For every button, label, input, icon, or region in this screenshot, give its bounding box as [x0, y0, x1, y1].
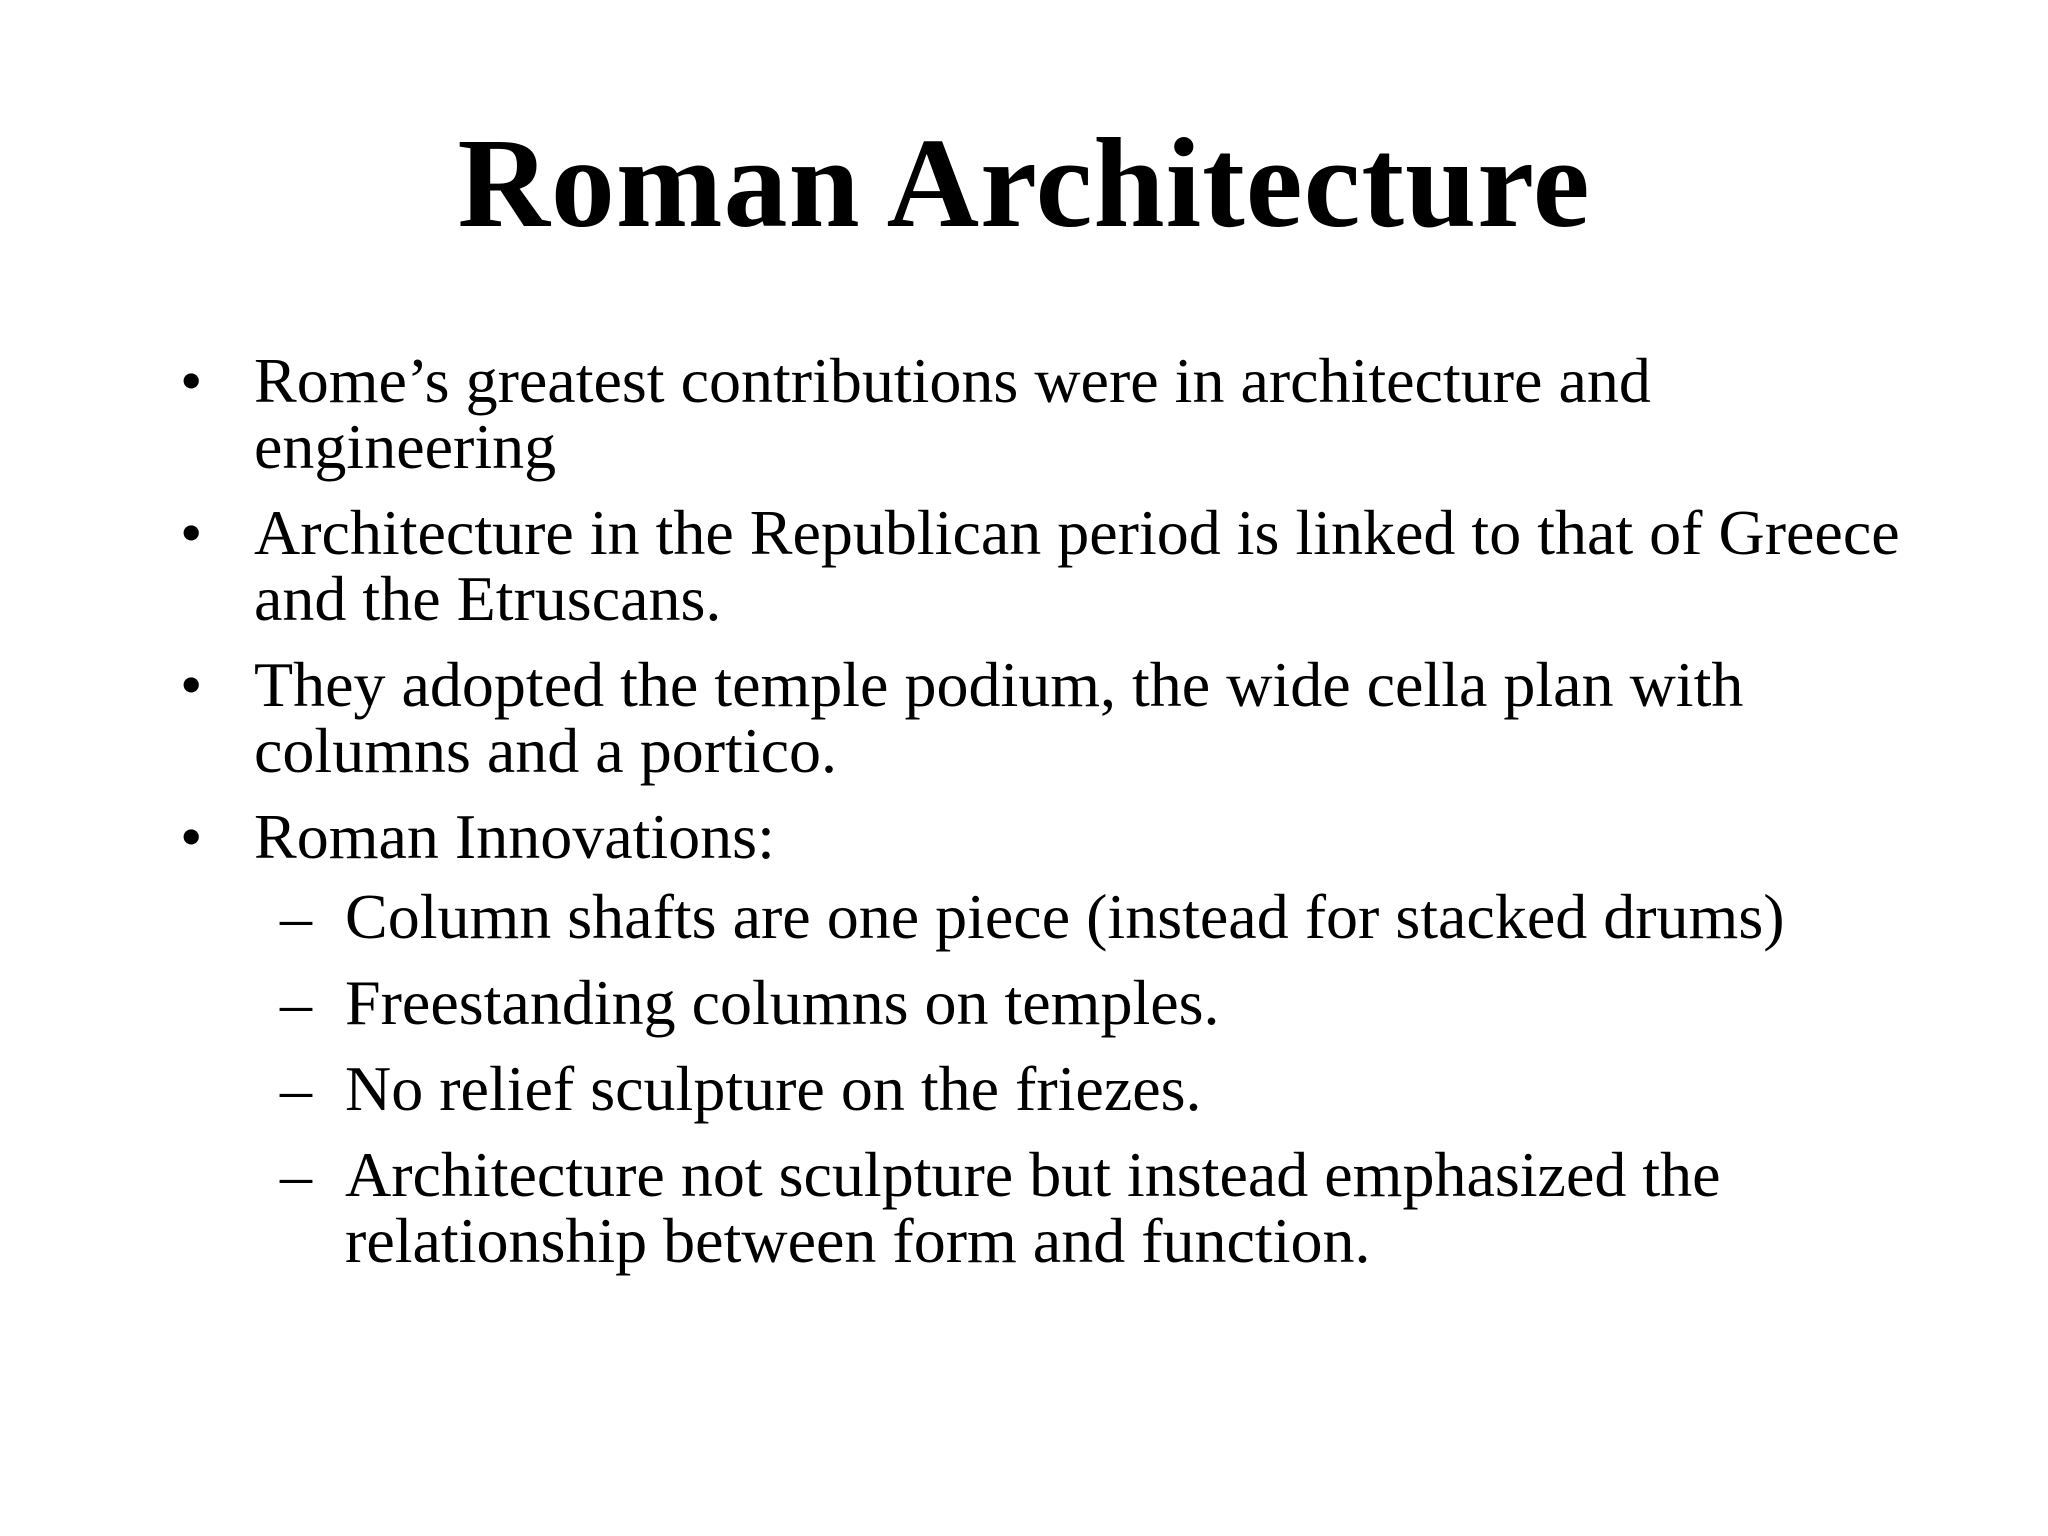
- sub-bullet-item: [0, 1053, 1925, 1124]
- sub-bullet-item: [0, 1139, 1925, 1276]
- bullet-item: [0, 497, 1904, 634]
- dash-icon: –: [280, 881, 312, 952]
- dash-icon: –: [280, 967, 312, 1038]
- bullet-dot-icon: •: [180, 497, 203, 568]
- bullet-text: Rome’s greatest contributions were in architecture and engineering: [254, 345, 1651, 482]
- bullet-text: They adopted the temple podium, the wide cella plan with columns and a portico.: [254, 649, 1744, 786]
- sub-bullet-text: Column shafts are one piece (instead for stacked drums): [345, 881, 1785, 952]
- sub-bullet-text: Architecture not sculpture but instead emphasized the relationship between form and function.: [345, 1139, 1721, 1276]
- sub-bullet-text: No relief sculpture on the friezes.: [345, 1053, 1202, 1124]
- bullet-text: Roman Innovations:: [254, 801, 775, 872]
- bullet-dot-icon: •: [180, 345, 203, 416]
- bullet-dot-icon: •: [180, 801, 203, 872]
- bullet-item: [0, 649, 1904, 786]
- dash-icon: –: [280, 1139, 312, 1210]
- sub-bullet-text: Freestanding columns on temples.: [345, 967, 1220, 1038]
- sub-bullet-list: [0, 881, 2048, 1276]
- bullet-item: [0, 345, 1904, 482]
- dash-icon: –: [280, 1053, 312, 1124]
- bullet-text: Architecture in the Republican period is linked to that of Greece and the Etruscans.: [254, 497, 1900, 634]
- slide-title: Roman Architecture: [457, 112, 1591, 254]
- sub-bullet-group: [0, 881, 2048, 1276]
- bullet-list: [0, 345, 2048, 1294]
- sub-bullet-item: [0, 967, 1925, 1038]
- bullet-item: [0, 801, 1904, 872]
- sub-bullet-item: [0, 881, 1925, 952]
- bullet-dot-icon: •: [180, 649, 203, 720]
